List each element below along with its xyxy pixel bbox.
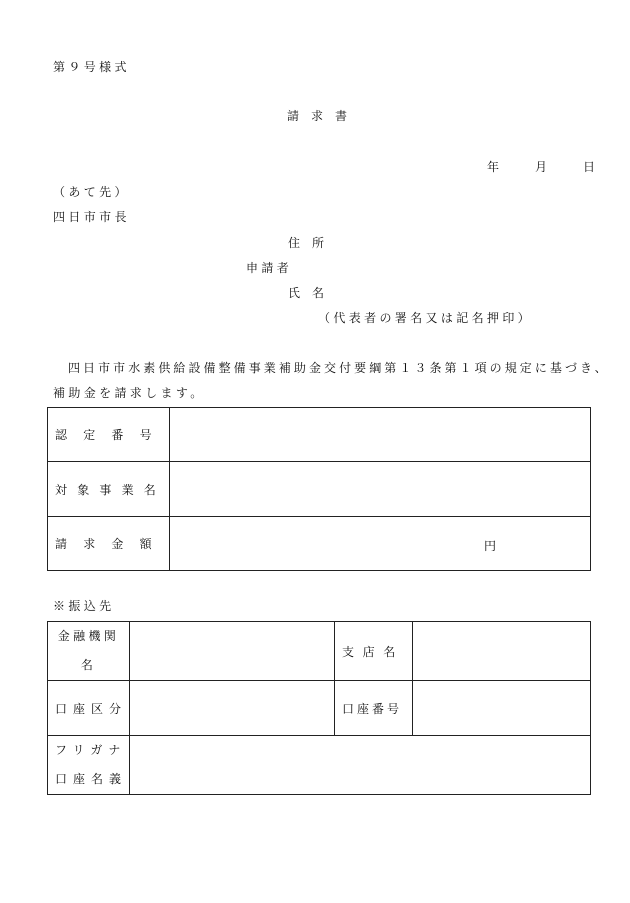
table-row: [48, 408, 591, 462]
address-label: 住 所: [288, 236, 325, 250]
account-number-value[interactable]: [413, 681, 591, 736]
financial-institution-value[interactable]: [130, 622, 335, 681]
financial-institution-label-line-2: 名: [80, 658, 97, 672]
table-row: [48, 462, 591, 517]
request-amount-label: 請求金額: [48, 517, 170, 571]
body-text-line-1: 四日市市水素供給設備整備事業補助金交付要綱第１３条第１項の規定に基づき、: [68, 361, 610, 375]
account-type-value[interactable]: [130, 681, 335, 736]
applicant-label: 申請者: [246, 261, 293, 275]
addressee-note: （あて先）: [53, 185, 130, 199]
financial-institution-label-line-1: 金融機関: [57, 629, 120, 643]
request-table: [47, 407, 591, 571]
bank-table: [47, 621, 591, 795]
bank-heading: ※振込先: [53, 599, 115, 613]
date-line: 年 月 日: [487, 160, 596, 174]
financial-institution-label: [48, 622, 130, 681]
form-number: 第９号様式: [53, 60, 130, 74]
account-holder-label: [48, 736, 130, 795]
table-row: [48, 622, 591, 681]
account-type-label: 口座区分: [48, 681, 130, 736]
branch-name-value[interactable]: [413, 622, 591, 681]
certification-number-value[interactable]: [170, 408, 591, 462]
account-number-label: 口座番号: [335, 681, 413, 736]
certification-number-label: 認定番号: [48, 408, 170, 462]
account-holder-value[interactable]: [130, 736, 591, 795]
body-text-line-2: 補助金を請求します。: [53, 386, 206, 400]
account-holder-name-label: 口座名義: [55, 772, 128, 786]
document-title: 請 求 書: [287, 109, 348, 123]
table-row: [48, 736, 591, 795]
table-row: [48, 681, 591, 736]
project-name-label: 対象事業名: [48, 462, 170, 517]
table-row: [48, 517, 591, 571]
addressee: 四日市市長: [53, 210, 130, 224]
yen-unit: 円: [484, 539, 497, 553]
name-label: 氏 名: [288, 286, 325, 300]
request-amount-value[interactable]: [170, 517, 591, 571]
signature-note: （代表者の署名又は記名押印）: [318, 311, 534, 325]
branch-name-label: 支店名: [335, 622, 413, 681]
furigana-label: フリガナ: [55, 743, 127, 757]
project-name-value[interactable]: [170, 462, 591, 517]
